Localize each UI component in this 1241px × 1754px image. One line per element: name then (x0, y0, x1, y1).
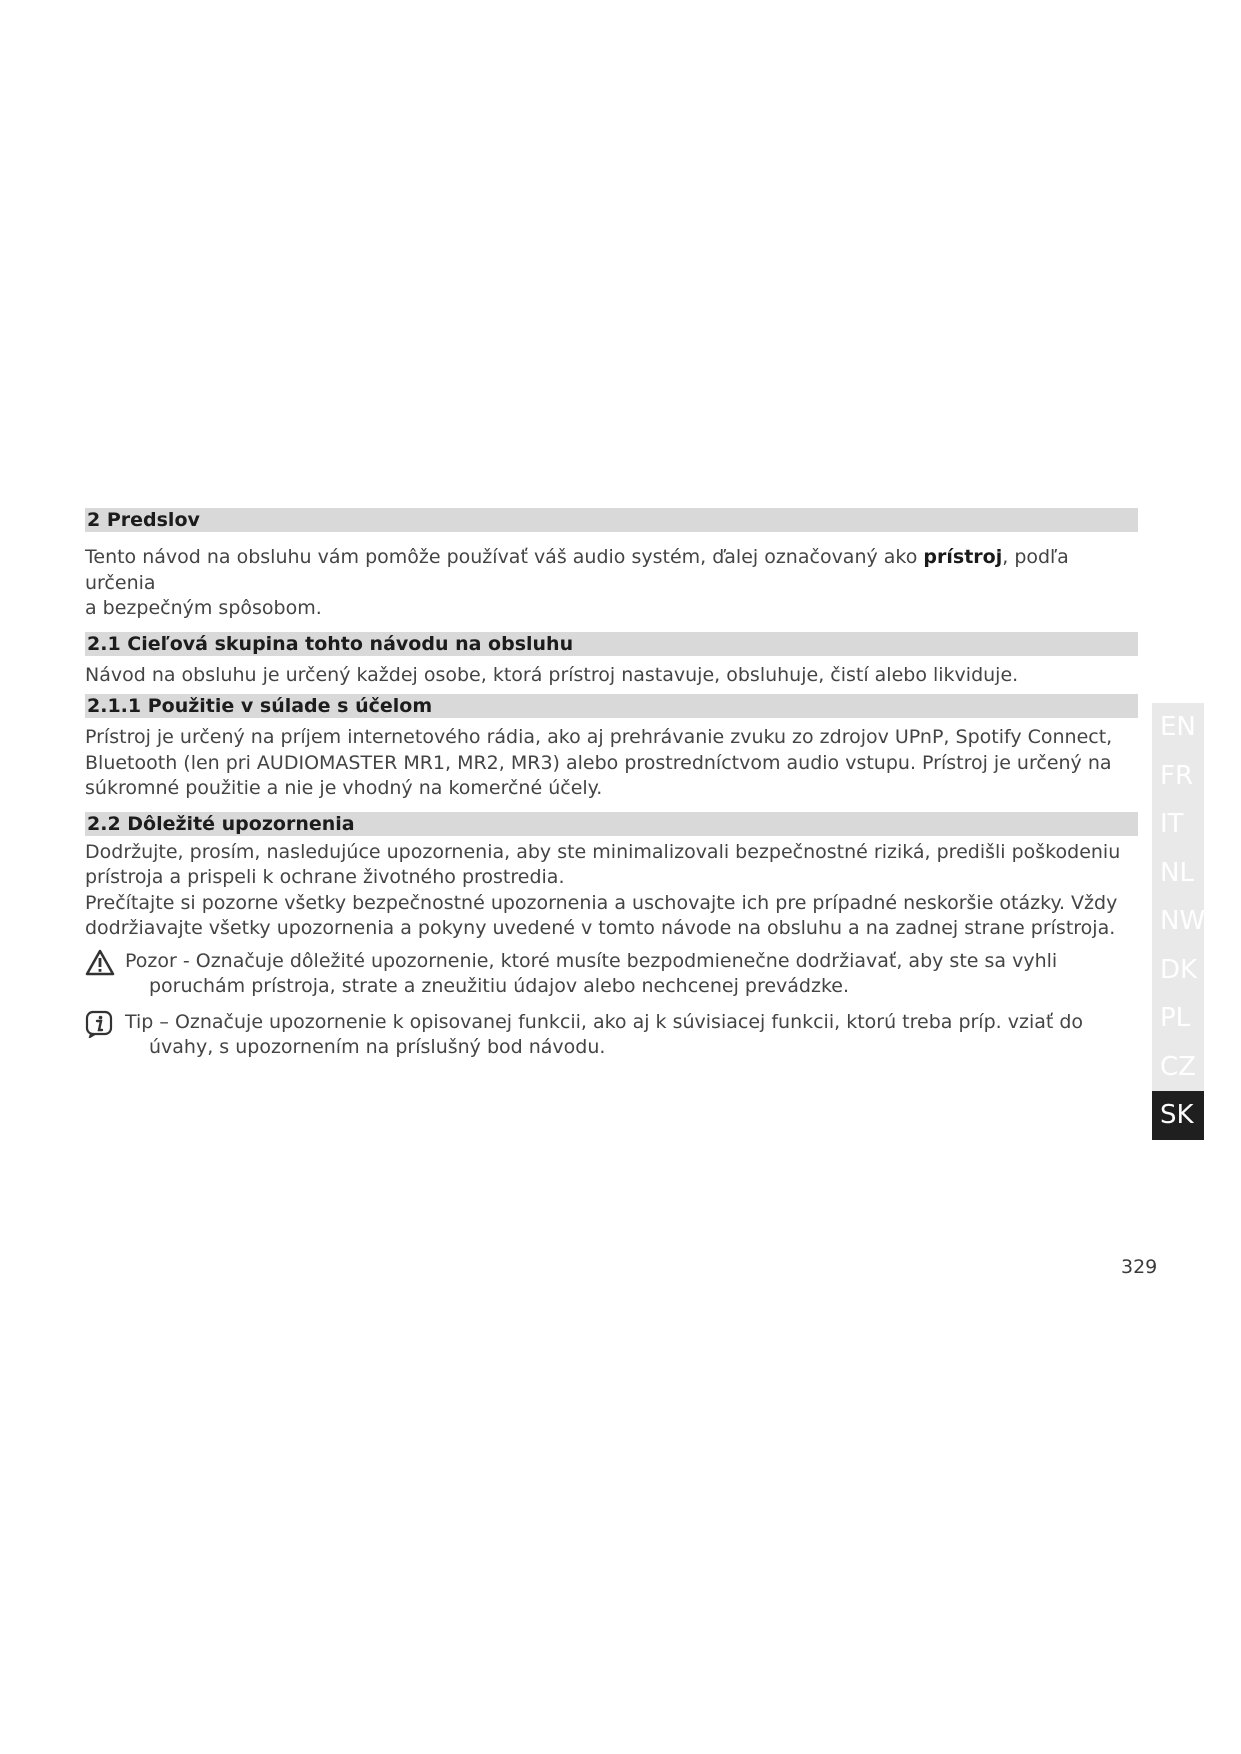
tip-note: Tip – Označuje upozornenie k opisovanej funkcii, ako aj k súvisiacej funkcii, ktorú treba príp. vziať do úvahy, s upozornením na príslušný bod návodu. (85, 1010, 1138, 1061)
page-number: 329 (1121, 1256, 1158, 1278)
lang-tab-dk[interactable]: DK (1152, 946, 1204, 995)
lang-tab-en[interactable]: EN (1152, 703, 1204, 752)
heading-cielova-skupina: 2.1 Cieľová skupina tohto návodu na obsluhu (85, 632, 1138, 656)
heading-dolezite-upozornenia: 2.2 Dôležité upozornenia (85, 812, 1138, 836)
language-tabs (1152, 703, 1204, 1140)
lang-tab-nw[interactable]: NW (1152, 897, 1204, 946)
lang-tab-nl[interactable]: NL (1152, 849, 1204, 898)
warning-note: Pozor - Označuje dôležité upozornenie, ktoré musíte bezpodmienečne dodržiavať, aby ste sa vyhli poruchám prístroja, strate a zneužitiu údajov alebo nechcenej prevádzke. (85, 949, 1138, 1000)
heading-predslov: 2 Predslov (85, 508, 1138, 532)
heading-pouzitie: 2.1.1 Použitie v súlade s účelom (85, 694, 1138, 718)
paragraph-cielova-skupina: Návod na obsluhu je určený každej osobe, ktorá prístroj nastavuje, obsluhuje, čistí alebo likviduje. (85, 663, 1019, 686)
lang-tab-cz[interactable]: CZ (1152, 1043, 1204, 1092)
lang-tab-it[interactable]: IT (1152, 800, 1204, 849)
paragraph-dolezite-upozornenia: Dodržujte, prosím, nasledujúce upozornenia, aby ste minimalizovali bezpečnostné riziká, predišli poškodeniu prístroja a prispeli k ochrane životného prostredia. Prečítajte si pozorne všetky bezpečnostné upozornenia a uschovajte ich pre prípadné neskoršie otázky. Vždy dodržiavajte všetky upozornenia a pokyny uvedené v tomto návode na obsluhu a na zadnej strane prístroja. (85, 840, 1121, 939)
lang-tab-fr[interactable]: FR (1152, 752, 1204, 801)
warning-triangle-icon (85, 949, 115, 977)
emphasis-pristroj: prístroj (923, 546, 1003, 568)
info-icon (85, 1010, 115, 1038)
lang-tab-pl[interactable]: PL (1152, 994, 1204, 1043)
paragraph-predslov: Tento návod na obsluhu vám pomôže používať váš audio systém, ďalej označovaný ako prístroj, podľa určenia a bezpečným spôsobom. (85, 546, 1069, 619)
lang-tab-sk[interactable]: SK (1152, 1091, 1204, 1140)
content (85, 508, 1138, 1061)
paragraph-pouzitie: Prístroj je určený na príjem internetového rádia, ako aj prehrávanie zvuku zo zdrojov UPnP, Spotify Connect, Bluetooth (len pri AUDIOMASTER MR1, MR2, MR3) alebo prostredníctvom audio vstupu. Prístroj je určený na súkromné použitie a nie je vhodný na komerčné účely. (85, 726, 1113, 799)
